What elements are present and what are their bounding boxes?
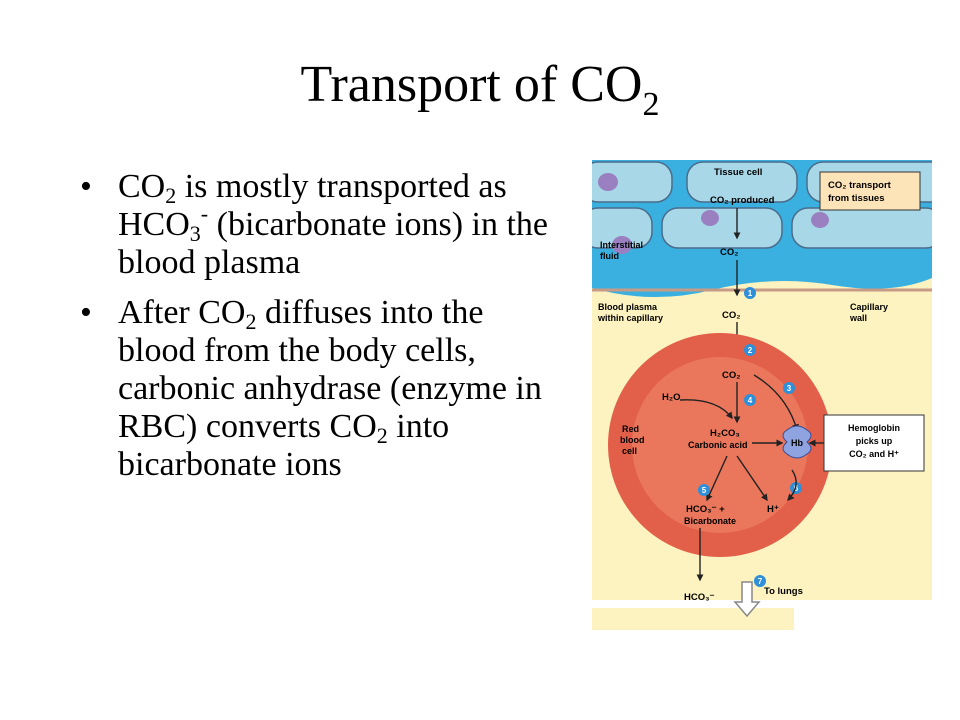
svg-text:picks up: picks up (855, 436, 893, 446)
nucleus (701, 210, 719, 226)
capillary-label: Capillary (850, 302, 889, 312)
svg-text:3: 3 (786, 384, 792, 393)
nucleus (598, 173, 618, 191)
slide-title: Transport of $CO_2$ (300, 56, 660, 123)
svg-text:CO₂ and H⁺: CO₂ and H⁺ (849, 449, 899, 459)
svg-text:4: 4 (747, 396, 753, 405)
co2-label: CO₂ (720, 247, 739, 258)
h2o-label: H₂O (662, 392, 681, 403)
svg-text:wall: wall (850, 313, 868, 323)
svg-text:blood: blood (620, 435, 645, 445)
co2-produced-label: CO₂ produced (710, 195, 775, 206)
transport-box (820, 172, 920, 210)
carbonic-acid-label: Carbonic acid (688, 440, 748, 450)
svg-text:2: 2 (747, 346, 753, 355)
hemoglobin-icon (783, 426, 811, 458)
bullet-list (80, 168, 560, 496)
svg-text:fluid: fluid (600, 251, 619, 261)
tissue-cell-label: Tissue cell (714, 167, 763, 178)
to-lungs-label: To lungs (764, 586, 803, 597)
h2co3-label: H₂CO₃ (710, 428, 740, 439)
bicarbonate-label: Bicarbonate (684, 516, 737, 526)
svg-text:Hb: Hb (791, 438, 803, 448)
interstitial-label: Interstitial (600, 240, 644, 250)
co2-label: CO₂ (722, 370, 741, 381)
hplus-label: H⁺ (767, 504, 779, 515)
hco3-out-label: HCO₃⁻ (684, 592, 715, 603)
bullet-item: • $CO_2$ is mostly transported as $HCO_3^-$ (bicarbonate ions) in the blood plasma (80, 168, 560, 282)
svg-text:from tissues: from tissues (828, 193, 885, 204)
hemoglobin-box (824, 415, 924, 471)
hco3-label: HCO₃⁻ + (686, 504, 725, 515)
svg-text:within capillary: within capillary (598, 313, 664, 323)
co2-label: CO₂ (722, 310, 741, 321)
svg-text:Hemoglobin: Hemoglobin (848, 423, 900, 433)
svg-text:1: 1 (747, 289, 753, 298)
svg-text:cell: cell (622, 446, 638, 456)
svg-text:5: 5 (701, 486, 707, 495)
rbc-label: Red (622, 424, 640, 434)
plasma-label: Blood plasma (598, 302, 658, 312)
svg-text:7: 7 (757, 577, 763, 586)
svg-text:CO₂ transport: CO₂ transport (828, 180, 891, 191)
svg-text:6: 6 (793, 484, 799, 493)
bullet-item: • After $CO_2$ diffuses into the blood from the body cells, carbonic anhydrase (enzyme in RBC) converts $CO_2$ into bicarbonate ions (80, 294, 560, 484)
co2-transport-diagram (592, 160, 932, 630)
nucleus (811, 212, 829, 228)
